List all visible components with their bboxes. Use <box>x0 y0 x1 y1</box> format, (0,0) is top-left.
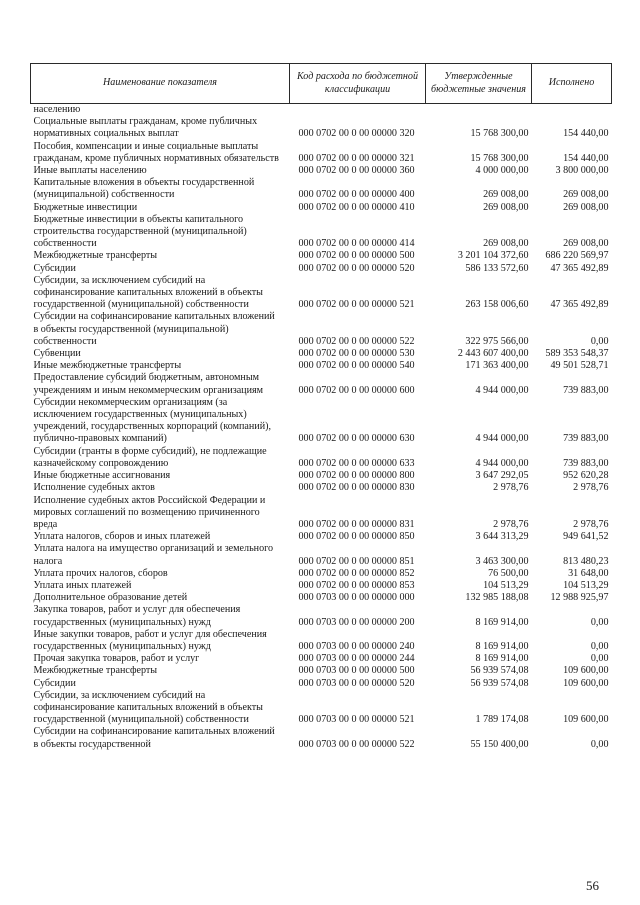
executed-value-cell: 0,00 <box>590 335 609 347</box>
indicator-name-cell: Бюджетные инвестиции <box>33 201 138 213</box>
table-row <box>31 177 612 201</box>
indicator-name-cell: Закупка товаров, работ и услуг для обеспечения государственных (муниципальных) нужд <box>33 604 241 628</box>
indicator-name-cell: Уплата налога на имущество организаций и земельного налога <box>33 543 274 567</box>
approved-value-cell: 4 000 000,00 <box>475 165 529 177</box>
approved-value-cell: 269 008,00 <box>483 238 529 250</box>
table-row <box>31 372 612 396</box>
expense-code-cell: 000 0702 00 0 00 00000 500 <box>298 250 415 262</box>
table-row <box>31 275 612 312</box>
expense-code-cell: 000 0703 00 0 00 00000 000 <box>298 592 415 604</box>
approved-value-cell: 132 985 188,08 <box>465 592 529 604</box>
approved-value-cell: 1 789 174,08 <box>475 714 529 726</box>
approved-value-cell: 3 647 292,05 <box>475 470 529 482</box>
executed-value-cell: 109 600,00 <box>563 714 609 726</box>
indicator-name-cell: Субсидии на софинансирование капитальных вложений в объекты государственной <box>33 726 275 750</box>
table-row <box>31 665 612 677</box>
expense-code-cell: 000 0702 00 0 00 00000 320 <box>298 128 415 140</box>
expense-code-cell: 000 0702 00 0 00 00000 831 <box>298 518 415 530</box>
expense-code-cell: 000 0702 00 0 00 00000 850 <box>298 531 415 543</box>
expense-code-cell: 000 0703 00 0 00 00000 500 <box>298 665 415 677</box>
table-row <box>31 592 612 604</box>
executed-value-cell <box>532 104 612 117</box>
executed-value-cell: 739 883,00 <box>563 433 609 445</box>
table-row <box>31 446 612 470</box>
expense-code-cell: 000 0703 00 0 00 00000 520 <box>298 677 415 689</box>
table-row <box>31 165 612 177</box>
indicator-name-cell: Субвенции <box>33 348 81 360</box>
column-header-indicator-name: Наименование показателя <box>31 64 290 104</box>
approved-value-cell: 76 500,00 <box>488 567 529 579</box>
indicator-name-cell: Субсидии некоммерческим организациям (за исключением государственных (муниципальных) учреждений, государственных корпораций (компаний), публично-правовых компаний) <box>33 396 271 445</box>
indicator-name-cell: Дополнительное образование детей <box>33 592 188 604</box>
executed-value-cell: 0,00 <box>590 653 609 665</box>
table-row <box>31 653 612 665</box>
executed-value-cell: 949 641,52 <box>563 531 609 543</box>
expense-code-cell: 000 0703 00 0 00 00000 240 <box>298 640 415 652</box>
executed-value-cell: 0,00 <box>590 738 609 750</box>
expense-code-cell: 000 0702 00 0 00 00000 600 <box>298 384 415 396</box>
executed-value-cell: 952 620,28 <box>563 470 609 482</box>
expense-code-cell: 000 0702 00 0 00 00000 800 <box>298 470 415 482</box>
indicator-name-cell: Иные выплаты населению <box>33 165 147 177</box>
approved-value-cell: 15 768 300,00 <box>470 152 529 164</box>
executed-value-cell: 813 480,23 <box>563 555 609 567</box>
approved-value-cell: 2 978,76 <box>493 518 529 530</box>
table-row <box>31 263 612 275</box>
approved-value-cell: 263 158 006,60 <box>465 299 529 311</box>
expense-code-cell: 000 0702 00 0 00 00000 851 <box>298 555 415 567</box>
executed-value-cell: 49 501 528,71 <box>550 360 609 372</box>
expense-code-cell: 000 0702 00 0 00 00000 522 <box>298 335 415 347</box>
executed-value-cell: 12 988 925,97 <box>550 592 609 604</box>
indicator-name-cell: Бюджетные инвестиции в объекты капитального строительства государственной (муниципальной) собственности <box>33 213 247 250</box>
indicator-name-cell: Исполнение судебных актов Российской Федерации и мировых соглашений по возмещению причиненного вреда <box>33 494 266 530</box>
approved-value-cell: 55 150 400,00 <box>470 738 529 750</box>
indicator-name-cell: Межбюджетные трансферты <box>33 665 158 677</box>
expense-code-cell: 000 0702 00 0 00 00000 630 <box>298 433 415 445</box>
executed-value-cell: 0,00 <box>590 640 609 652</box>
indicator-name-cell: Субсидии на софинансирование капитальных вложений в объекты государственной (муниципальной) собственности <box>33 311 275 347</box>
indicator-name-cell: Предоставление субсидий бюджетным, автономным учреждениям и иным некоммерческим организациям <box>33 372 264 396</box>
indicator-name-cell: Иные закупки товаров, работ и услуг для обеспечения государственных (муниципальных) нужд <box>33 628 267 652</box>
table-row <box>31 568 612 580</box>
expense-code-cell: 000 0703 00 0 00 00000 200 <box>298 616 415 628</box>
executed-value-cell: 0,00 <box>590 616 609 628</box>
executed-value-cell: 269 008,00 <box>563 201 609 213</box>
approved-value-cell: 2 443 607 400,00 <box>457 348 529 360</box>
expense-code-cell: 000 0702 00 0 00 00000 633 <box>298 457 415 469</box>
approved-value-cell: 269 008,00 <box>483 201 529 213</box>
expense-code-cell: 000 0702 00 0 00 00000 852 <box>298 567 415 579</box>
approved-value-cell: 171 363 400,00 <box>465 360 529 372</box>
approved-value-cell: 56 939 574,08 <box>470 677 529 689</box>
table-header-row <box>31 64 612 104</box>
executed-value-cell: 589 353 548,37 <box>545 348 609 360</box>
indicator-name-cell: Субсидии <box>33 677 76 689</box>
executed-value-cell: 2 978,76 <box>573 482 609 494</box>
approved-value-cell: 56 939 574,08 <box>470 665 529 677</box>
indicator-name-cell: Пособия, компенсации и иные социальные выплаты гражданам, кроме публичных нормативных обязательств <box>33 140 279 164</box>
indicator-name-cell: Уплата иных платежей <box>33 579 132 591</box>
column-header-executed: Исполнено <box>532 64 612 104</box>
approved-value-cell: 322 975 566,00 <box>465 335 529 347</box>
executed-value-cell: 686 220 569,97 <box>545 250 609 262</box>
indicator-name-cell: Социальные выплаты гражданам, кроме публичных нормативных социальных выплат <box>33 116 258 140</box>
expense-code-cell: 000 0703 00 0 00 00000 522 <box>298 738 415 750</box>
table-row <box>31 726 612 750</box>
executed-value-cell: 269 008,00 <box>563 189 609 201</box>
indicator-name-cell: Капитальные вложения в объекты государственной (муниципальной) собственности <box>33 177 255 201</box>
approved-value-cell: 8 169 914,00 <box>475 616 529 628</box>
executed-value-cell: 3 800 000,00 <box>555 165 609 177</box>
table-row <box>31 678 612 690</box>
indicator-name-cell: Субсидии, за исключением субсидий на софинансирование капитальных вложений в объекты государственной (муниципальной) собственности <box>33 274 263 311</box>
executed-value-cell: 269 008,00 <box>563 238 609 250</box>
table-row <box>31 482 612 494</box>
table-row <box>31 250 612 262</box>
approved-value-cell: 586 133 572,60 <box>465 262 529 274</box>
expense-code-cell: 000 0703 00 0 00 00000 521 <box>298 714 415 726</box>
indicator-name-cell: Субсидии <box>33 262 76 274</box>
approved-value-cell: 4 944 000,00 <box>475 384 529 396</box>
page-number: 56 <box>586 878 599 893</box>
expense-code-cell: 000 0702 00 0 00 00000 520 <box>298 262 415 274</box>
approved-value-cell: 15 768 300,00 <box>470 128 529 140</box>
table-row <box>31 104 612 117</box>
approved-value-cell <box>426 104 532 117</box>
budget-execution-table <box>30 63 612 751</box>
indicator-name-cell: Прочая закупка товаров, работ и услуг <box>33 653 200 665</box>
expense-code-cell: 000 0702 00 0 00 00000 410 <box>298 201 415 213</box>
indicator-name-cell: Субсидии, за исключением субсидий на софинансирование капитальных вложений в объекты государственной (муниципальной) собственности <box>33 689 263 726</box>
approved-value-cell: 269 008,00 <box>483 189 529 201</box>
approved-value-cell: 3 463 300,00 <box>475 555 529 567</box>
table-row <box>31 311 612 348</box>
executed-value-cell: 109 600,00 <box>563 665 609 677</box>
executed-value-cell: 739 883,00 <box>563 384 609 396</box>
executed-value-cell: 31 648,00 <box>568 567 609 579</box>
expense-code-cell: 000 0703 00 0 00 00000 244 <box>298 653 415 665</box>
indicator-name-cell: Иные межбюджетные трансферты <box>33 360 182 372</box>
table-row <box>31 531 612 543</box>
expense-code-cell: 000 0702 00 0 00 00000 321 <box>298 152 415 164</box>
executed-value-cell: 2 978,76 <box>573 518 609 530</box>
expense-code-cell: 000 0702 00 0 00 00000 414 <box>298 238 415 250</box>
table-row <box>31 202 612 214</box>
indicator-name-cell: населению <box>33 104 81 115</box>
table-row <box>31 360 612 372</box>
executed-value-cell: 47 365 492,89 <box>550 262 609 274</box>
column-header-approved-budget: Утвержденные бюджетные значения <box>426 64 532 104</box>
executed-value-cell: 104 513,29 <box>563 579 609 591</box>
table-row <box>31 141 612 165</box>
indicator-name-cell: Исполнение судебных актов <box>33 482 155 494</box>
expense-code-cell: 000 0702 00 0 00 00000 530 <box>298 348 415 360</box>
approved-value-cell: 8 169 914,00 <box>475 640 529 652</box>
column-header-expense-code: Код расхода по бюджетной классификации <box>290 64 426 104</box>
approved-value-cell: 3 201 104 372,60 <box>457 250 529 262</box>
expense-code-cell: 000 0702 00 0 00 00000 830 <box>298 482 415 494</box>
approved-value-cell: 104 513,29 <box>483 579 529 591</box>
table-row <box>31 543 612 567</box>
table-row <box>31 348 612 360</box>
executed-value-cell: 154 440,00 <box>563 128 609 140</box>
indicator-name-cell: Субсидии (гранты в форме субсидий), не подлежащие казначейскому сопровождению <box>33 445 267 469</box>
table-body <box>31 104 612 751</box>
expense-code-cell <box>290 104 426 117</box>
approved-value-cell: 4 944 000,00 <box>475 457 529 469</box>
indicator-name-cell: Уплата налогов, сборов и иных платежей <box>33 531 211 543</box>
executed-value-cell: 154 440,00 <box>563 152 609 164</box>
table-row <box>31 116 612 140</box>
executed-value-cell: 739 883,00 <box>563 457 609 469</box>
executed-value-cell: 109 600,00 <box>563 677 609 689</box>
approved-value-cell: 4 944 000,00 <box>475 433 529 445</box>
indicator-name-cell: Иные бюджетные ассигнования <box>33 470 171 482</box>
table-row <box>31 495 612 532</box>
executed-value-cell: 47 365 492,89 <box>550 299 609 311</box>
indicator-name-cell: Межбюджетные трансферты <box>33 250 158 262</box>
table-row <box>31 690 612 727</box>
expense-code-cell: 000 0702 00 0 00 00000 540 <box>298 360 415 372</box>
expense-code-cell: 000 0702 00 0 00 00000 853 <box>298 579 415 591</box>
table-row <box>31 214 612 251</box>
table-row <box>31 580 612 592</box>
approved-value-cell: 8 169 914,00 <box>475 653 529 665</box>
table-row <box>31 629 612 653</box>
table-row <box>31 397 612 446</box>
approved-value-cell: 2 978,76 <box>493 482 529 494</box>
table-row <box>31 470 612 482</box>
approved-value-cell: 3 644 313,29 <box>475 531 529 543</box>
table-row <box>31 604 612 628</box>
indicator-name-cell: Уплата прочих налогов, сборов <box>33 567 168 579</box>
expense-code-cell: 000 0702 00 0 00 00000 360 <box>298 165 415 177</box>
expense-code-cell: 000 0702 00 0 00 00000 400 <box>298 189 415 201</box>
expense-code-cell: 000 0702 00 0 00 00000 521 <box>298 299 415 311</box>
